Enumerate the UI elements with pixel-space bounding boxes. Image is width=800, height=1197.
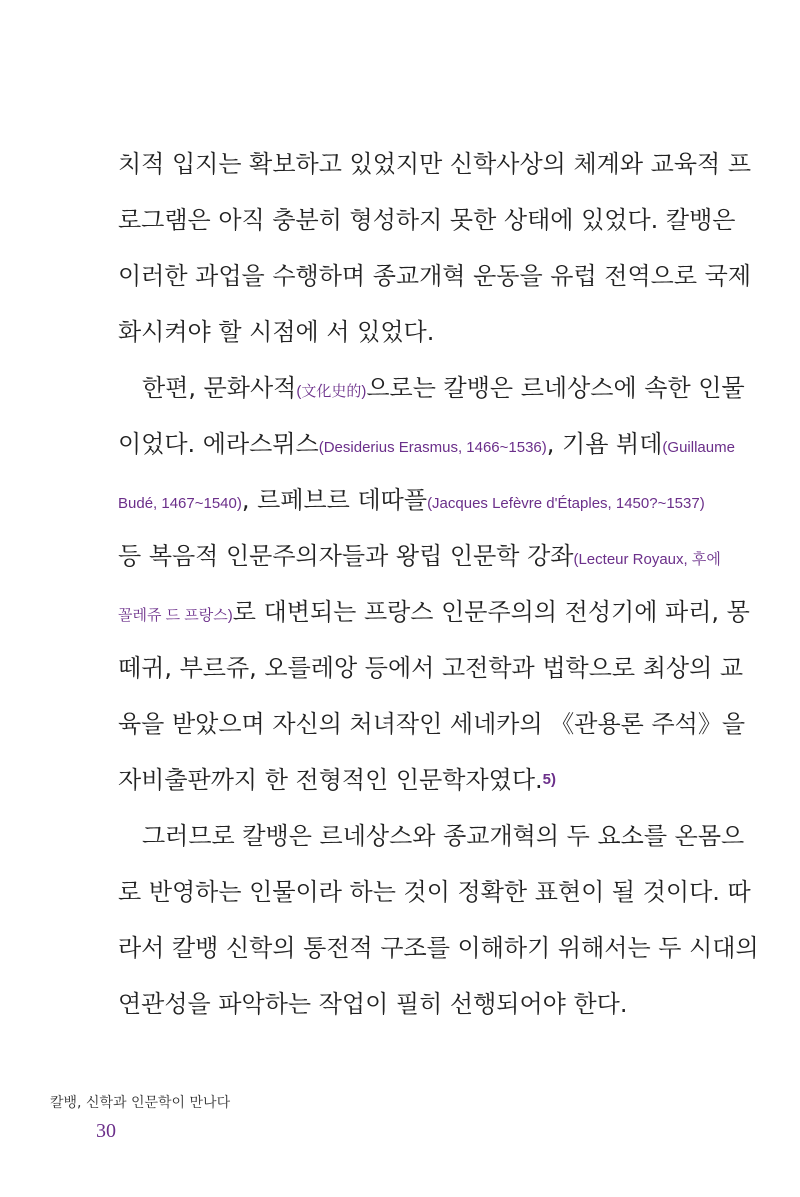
body-text-run: 한편, 문화사적 [142, 374, 297, 402]
body-text [118, 136, 759, 1032]
body-text-run: , 기욤 뷔데 [546, 430, 663, 458]
text-line [118, 584, 750, 640]
text-line [118, 752, 678, 808]
body-text-run: 치적 입지는 확보하고 있었지만 신학사상의 체계와 교육적 프 [118, 150, 752, 178]
text-line [118, 360, 745, 416]
body-text-run: 이었다. 에라스뮈스 [118, 430, 319, 458]
annotation-note: 꼴레쥬 드 프랑스) [118, 607, 233, 624]
body-text-run: 로 반영하는 인물이라 하는 것이 정확한 표현이 될 것이다. 따 [118, 878, 751, 906]
annotation-note: (文化史的) [296, 383, 367, 400]
body-text-run: 육을 받았으며 자신의 처녀작인 세네카의 《관용론 주석》을 [118, 710, 746, 738]
running-footer-title: 칼뱅, 신학과 인문학이 만나다 [50, 1095, 231, 1111]
text-line [118, 976, 678, 1032]
body-text-run: 연관성을 파악하는 작업이 필히 선행되어야 한다. [118, 990, 628, 1018]
body-text-run: 떼귀, 부르쥬, 오를레앙 등에서 고전학과 법학으로 최상의 교 [118, 654, 744, 682]
text-line [118, 696, 746, 752]
body-text-run: , 르페브르 데따플 [241, 486, 428, 514]
text-line [118, 304, 678, 360]
text-line [118, 640, 744, 696]
body-text-run: 로그램은 아직 충분히 형성하지 못한 상태에 있었다. 칼뱅은 [118, 206, 736, 234]
body-text-run: 으로는 칼뱅은 르네상스에 속한 인물 [366, 374, 745, 402]
annotation-note: (Guillaume [662, 439, 735, 456]
text-line [118, 864, 751, 920]
footnote-reference: 5) [542, 771, 556, 788]
annotation-note: (Jacques Lefèvre d'Étaples, 1450?~1537) [427, 495, 705, 512]
text-line [118, 920, 759, 976]
text-line [118, 192, 736, 248]
body-text-run: 라서 칼뱅 신학의 통전적 구조를 이해하기 위해서는 두 시대의 [118, 934, 759, 962]
body-text-run: 화시켜야 할 시점에 서 있었다. [118, 318, 435, 346]
annotation-note: Budé, 1467~1540) [118, 495, 242, 512]
body-text-run: 로 대변되는 프랑스 인문주의의 전성기에 파리, 몽 [232, 598, 750, 626]
body-text-run: 이러한 과업을 수행하며 종교개혁 운동을 유럽 전역으로 국제 [118, 262, 752, 290]
annotation-note: (Desiderius Erasmus, 1466~1536) [318, 439, 547, 456]
text-line [118, 528, 721, 584]
text-line [118, 416, 735, 472]
text-line [118, 136, 752, 192]
page-number: 30 [96, 1120, 116, 1142]
text-line [118, 808, 745, 864]
annotation-note: (Lecteur Royaux, 후에 [573, 551, 721, 568]
text-line [118, 248, 752, 304]
body-text-run: 등 복음적 인문주의자들과 왕립 인문학 강좌 [118, 542, 574, 570]
body-text-run: 자비출판까지 한 전형적인 인문학자였다. [118, 766, 543, 794]
body-text-run: 그러므로 칼뱅은 르네상스와 종교개혁의 두 요소를 온몸으 [142, 822, 745, 850]
text-line [118, 472, 705, 528]
